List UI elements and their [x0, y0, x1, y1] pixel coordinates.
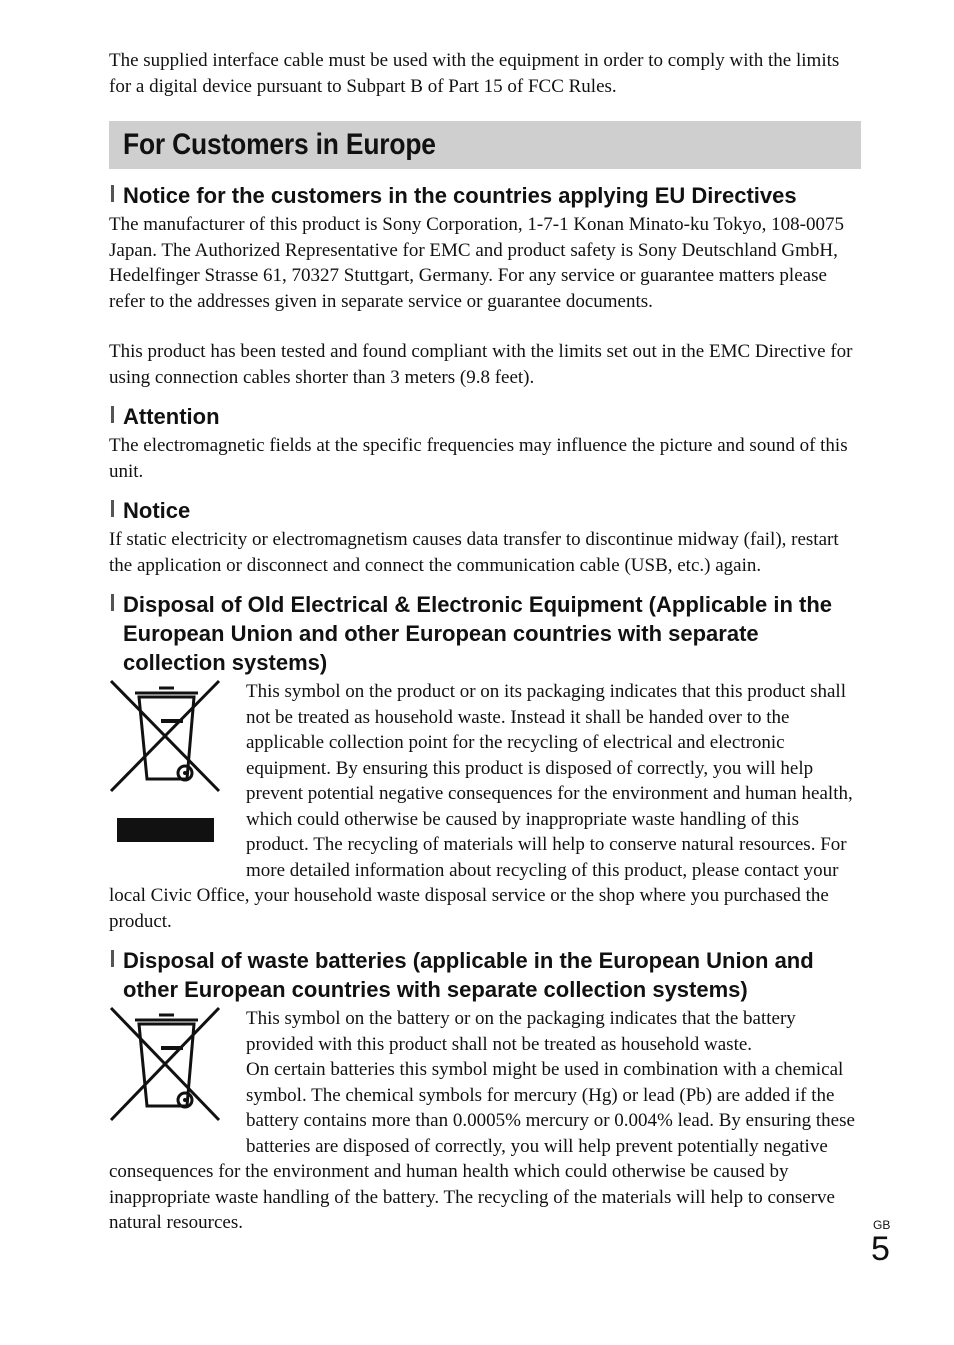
crossed-out-wheelie-bin-icon — [109, 679, 246, 869]
page-number — [871, 1218, 890, 1266]
banner-title: For Customers in Europe — [123, 128, 436, 161]
page-number-value: 5 — [871, 1230, 890, 1268]
language-code: GB — [873, 1218, 891, 1232]
section-weee-batteries — [109, 946, 861, 1236]
heading-attention — [109, 402, 861, 431]
heading-weee-batteries — [109, 946, 861, 1004]
heading-bar — [111, 406, 114, 423]
spacer — [109, 314, 861, 339]
heading-bar — [111, 500, 114, 517]
symbol-text-block — [109, 679, 861, 934]
heading-text: Notice for the customers in the countries applying EU Directives — [123, 183, 797, 208]
paragraph: This symbol on the product or on its packaging indicates that this product shall not be treated as household waste. Instead it shall be handed over to the applicable collection point for the recycling of electrical and electronic equipment. By ensuring this product is disposed of correctly, you will help prevent potential negative consequences for the environment and human health, which could otherwise be caused by inappropriate waste handling of this product. The recycling of materials will help to conserve natural resources. For more detailed information about recycling of this product, please contact your local Civic Office, your household waste disposal service or the shop where you purchased the product. — [109, 681, 853, 932]
heading-weee-equipment — [109, 590, 861, 677]
heading-bar — [111, 950, 114, 967]
heading-text: Disposal of waste batteries (applicable in the European Union and other European countries with separate collection systems) — [123, 948, 814, 1002]
paragraph: If static electricity or electromagnetism causes data transfer to discontinue midway (fail), restart the application or disconnect and connect the communication cable (USB, etc.) again. — [109, 529, 839, 576]
section-banner — [109, 121, 861, 169]
section-attention — [109, 402, 861, 484]
heading-text: Notice — [123, 498, 191, 523]
heading-text: Disposal of Old Electrical & Electronic Equipment (Applicable in the European Union and other European countries with separate collection systems) — [123, 592, 833, 675]
crossed-out-wheelie-bin-icon — [109, 1006, 246, 1136]
section-notice — [109, 496, 861, 578]
heading-text: Attention — [123, 404, 220, 429]
intro-paragraph: The supplied interface cable must be used with the equipment in order to comply with the limits for a digital device pursuant to Subpart B of Part 15 of FCC Rules. — [109, 50, 840, 97]
paragraph: The electromagnetic fields at the specific frequencies may influence the picture and sound of this unit. — [109, 435, 848, 482]
heading-eu-directives — [109, 181, 861, 210]
paragraph: This product has been tested and found compliant with the limits set out in the EMC Directive for using connection cables shorter than 3 meters (9.8 feet). — [109, 341, 853, 388]
symbol-text-block — [109, 1006, 861, 1236]
paragraph: On certain batteries this symbol might be used in combination with a chemical symbol. The chemical symbols for mercury (Hg) or lead (Pb) are added if the battery contains more than 0.0005% mercury or 0.004% lead. By ensuring these batteries are disposed of correctly, you will help prevent potentially negative consequences for the environment and human health which could otherwise be caused by inappropriate waste handling of the battery. The recycling of the materials will help to conserve natural resources. — [109, 1059, 855, 1233]
section-eu-directives — [109, 181, 861, 390]
paragraph: This symbol on the battery or on the packaging indicates that the battery provided with this product shall not be treated as household waste. — [246, 1008, 796, 1055]
heading-notice — [109, 496, 861, 525]
section-weee-equipment — [109, 590, 861, 934]
document-page — [109, 48, 861, 1248]
heading-bar — [111, 594, 114, 611]
paragraph: The manufacturer of this product is Sony Corporation, 1-7-1 Konan Minato-ku Tokyo, 108-0075 Japan. The Authorized Representative for EMC and product safety is Sony Deutschland GmbH, Hedelfinger Strasse 61, 70327 Stuttgart, Germany. For any service or guarantee matters please refer to the addresses given in separate service or guarantee documents. — [109, 214, 844, 312]
heading-bar — [111, 185, 114, 202]
